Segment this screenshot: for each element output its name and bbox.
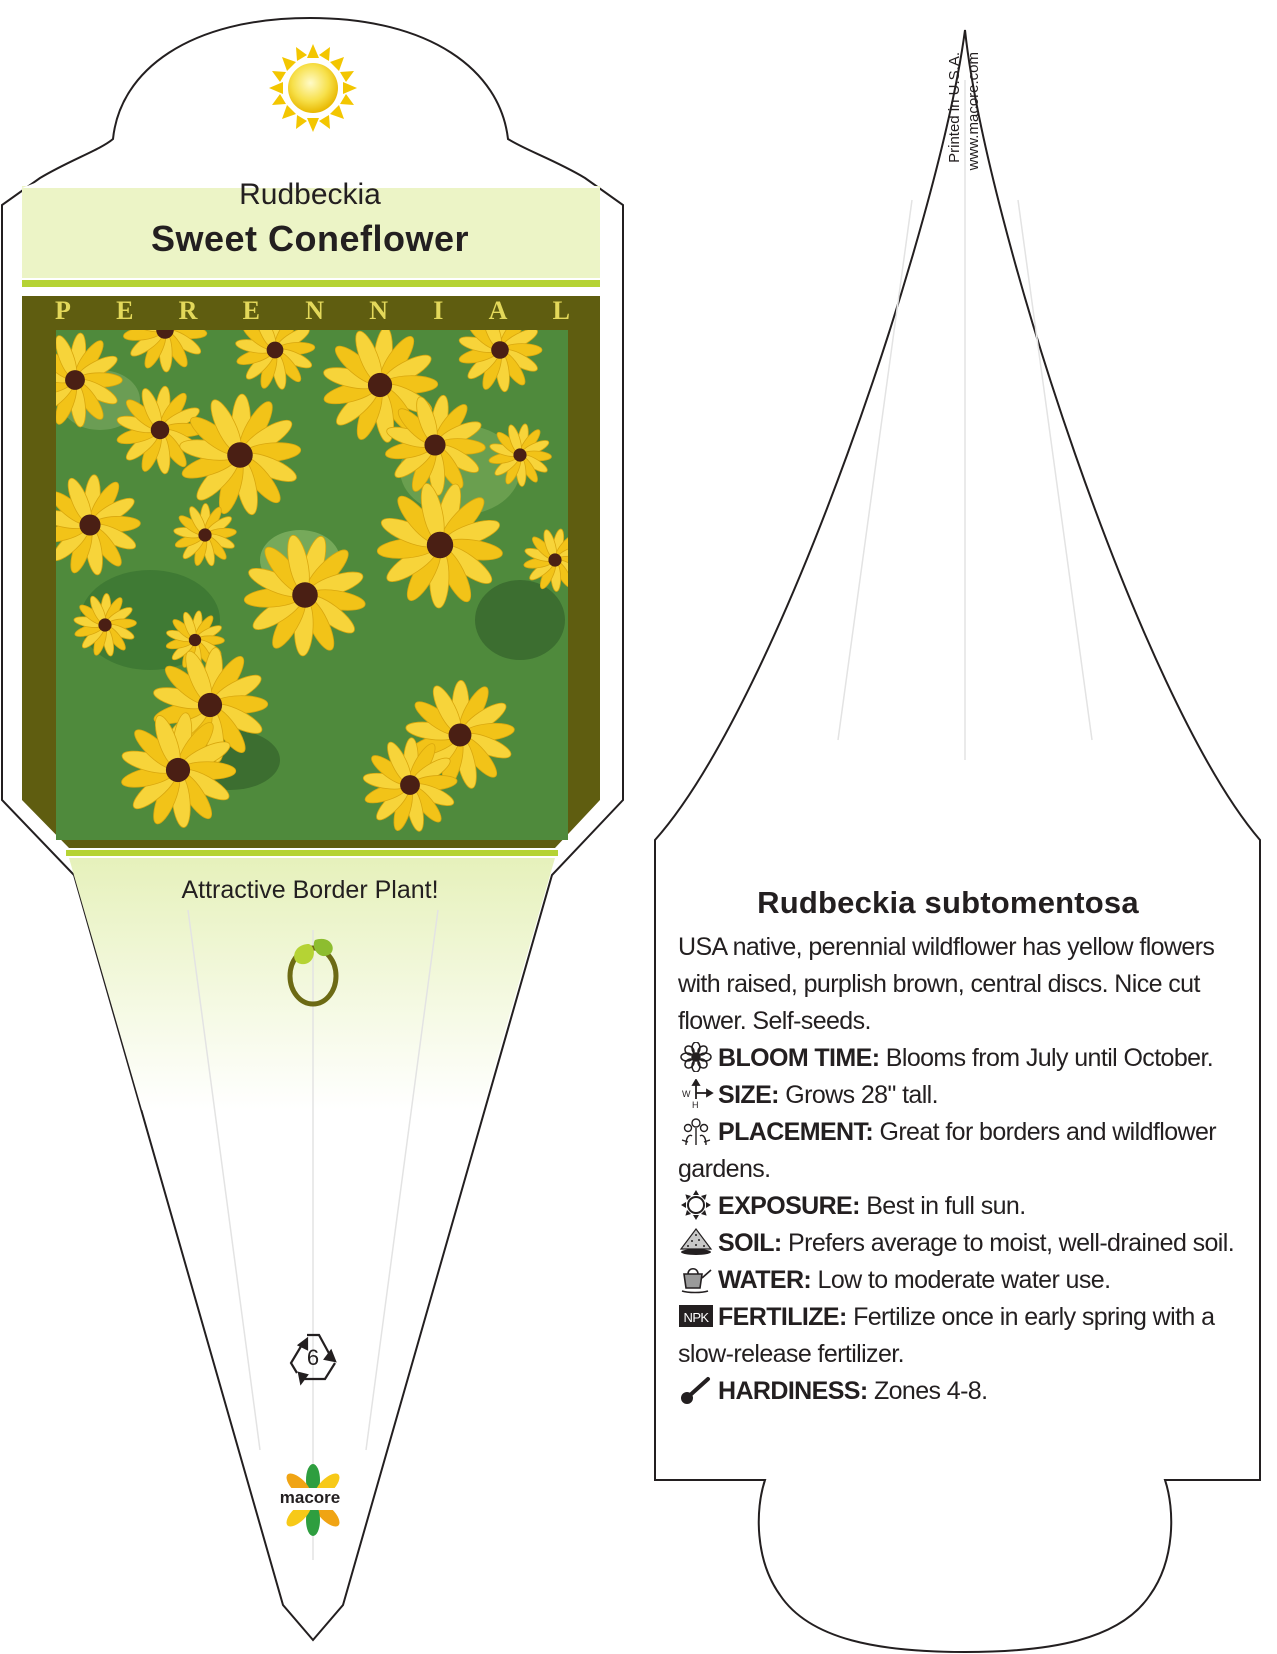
common-name-title: Sweet Coneflower [150, 218, 470, 259]
attr-text: Grows 28" tall. [785, 1081, 938, 1109]
svg-text:W: W [682, 1089, 690, 1099]
attr-label: WATER: [718, 1266, 812, 1294]
attr-label: PLACEMENT: [718, 1118, 874, 1146]
category-letter: E [116, 296, 134, 325]
category-letter: I [433, 296, 444, 325]
npk-icon [678, 1301, 714, 1331]
category-letter: L [552, 296, 570, 325]
attr-label: HARDINESS: [718, 1377, 868, 1405]
attr-label: EXPOSURE: [718, 1192, 860, 1220]
attr-text: Great for borders and wildflower gardens. [678, 1118, 1216, 1183]
attr-label: SOIL: [718, 1229, 782, 1257]
attr-water [678, 1262, 1238, 1299]
attr-text: Low to moderate water use. [817, 1266, 1111, 1294]
attr-text: Blooms from July until October. [885, 1044, 1214, 1072]
website-line: www.macore.com [965, 52, 982, 171]
svg-text:H: H [692, 1100, 698, 1109]
attr-label: BLOOM TIME: [718, 1044, 880, 1072]
category-letter: N [305, 296, 325, 325]
attr-fertilize [678, 1299, 1238, 1373]
genus-title: Rudbeckia [239, 178, 381, 211]
printed-line: Printed in U.S.A. [946, 52, 963, 163]
category-letter: R [178, 296, 198, 325]
printed-info [945, 52, 983, 212]
sun-icon [678, 1190, 714, 1220]
attr-label: SIZE: [718, 1081, 779, 1109]
brand-name: macore [279, 1488, 341, 1507]
size-icon [678, 1079, 714, 1109]
full-sun-icon [269, 44, 357, 132]
recycle-code: 6 [306, 1345, 320, 1370]
description: USA native, perennial wildflower has yellow flowers with raised, purplish brown, central discs. Nice cut flower. Self-seeds. [678, 933, 1215, 1035]
attr-exposure [678, 1188, 1238, 1225]
watering-can-icon [678, 1264, 714, 1294]
svg-text:NPK: NPK [683, 1310, 709, 1325]
title-stripe [22, 280, 600, 287]
category-letter: E [242, 296, 261, 325]
attr-size [678, 1077, 1238, 1114]
attr-text: Fertilize once in early spring with a slow-release fertilizer. [678, 1303, 1215, 1368]
tagline: Attractive Border Plant! [181, 876, 439, 904]
flower-icon [678, 1042, 714, 1072]
category-letter: P [55, 296, 71, 325]
category-label [55, 296, 570, 326]
attr-bloom-time [678, 1040, 1238, 1077]
soil-icon [678, 1227, 714, 1257]
back-details [678, 885, 1238, 1410]
attr-hardiness [678, 1373, 1238, 1410]
category-letter: A [488, 296, 508, 325]
thermometer-icon [678, 1375, 714, 1405]
attr-text: Best in full sun. [866, 1192, 1026, 1220]
attr-soil [678, 1225, 1238, 1262]
attr-text: Prefers average to moist, well-drained soil. [788, 1229, 1235, 1257]
attr-placement [678, 1114, 1238, 1188]
species-name: Rudbeckia subtomentosa [757, 885, 1139, 920]
attr-text: Zones 4-8. [873, 1377, 988, 1405]
attr-label: FERTILIZE: [718, 1303, 847, 1331]
placement-icon [678, 1116, 714, 1146]
category-letter: N [369, 296, 389, 325]
lower-stripe [66, 850, 558, 856]
